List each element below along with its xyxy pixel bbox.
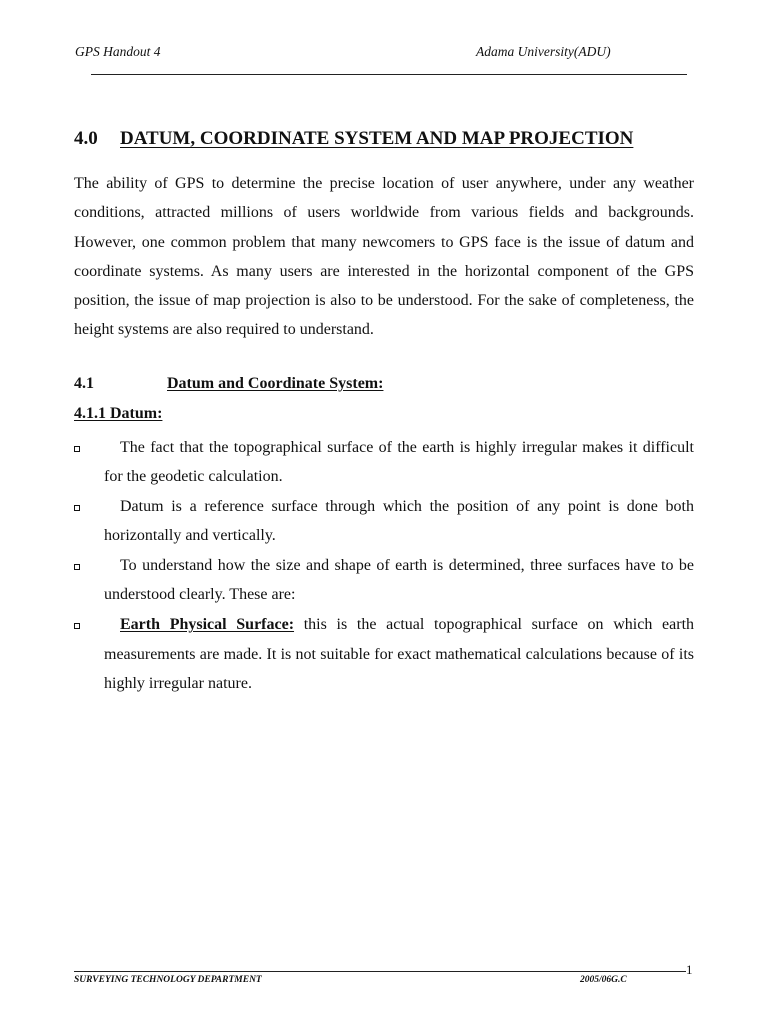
bullet-text: this is the actual topographical surface on which earth measurements are made. It is not suitable for exact mathematical calculations because of its highly irregular nature. bbox=[104, 616, 695, 692]
footer-right: 2005/06G.C bbox=[580, 975, 627, 985]
list-item bbox=[74, 433, 694, 492]
bullet-text: To understand how the size and shape of earth is determined, three surfaces have to be understood clearly. These are: bbox=[104, 557, 694, 604]
header-right: Adama University(ADU) bbox=[476, 44, 611, 59]
bullet-text: The fact that the topographical surface of the earth is highly irregular makes it difficult for the geodetic calculation. bbox=[104, 439, 694, 486]
page-number: 1 bbox=[686, 962, 693, 977]
footer-rule bbox=[74, 971, 686, 972]
intro-paragraph: The ability of GPS to determine the precise location of user anywhere, under any weather conditions, attracted millions of users worldwide from various fields and backgrounds. However, one common problem that many newcomers to GPS face is the issue of datum and coordinate systems. As many users are interested in the horizontal component of the GPS position, the issue of map projection is also to be understood. For the sake of completeness, the height systems are also required to understand. bbox=[74, 175, 694, 339]
subsection-heading bbox=[74, 375, 383, 393]
list-item bbox=[74, 551, 694, 610]
section-title: DATUM, COORDINATE SYSTEM AND MAP PROJECTION bbox=[120, 128, 634, 149]
square-bullet-icon bbox=[74, 446, 80, 452]
section-number: 4.0 bbox=[74, 128, 98, 149]
bullet-list bbox=[74, 433, 694, 699]
header-left: GPS Handout 4 bbox=[75, 44, 161, 59]
subsection-title: Datum and Coordinate System: bbox=[167, 375, 384, 392]
square-bullet-icon bbox=[74, 505, 80, 511]
square-bullet-icon bbox=[74, 623, 80, 629]
bullet-term: Earth Physical Surface: bbox=[120, 616, 295, 634]
subsection-number: 4.1 bbox=[74, 375, 94, 392]
square-bullet-icon bbox=[74, 564, 80, 570]
bullet-text: Datum is a reference surface through which the position of any point is done both horizontally and vertically. bbox=[104, 498, 694, 545]
list-item bbox=[74, 610, 694, 698]
subsubsection-heading: 4.1.1 Datum: bbox=[74, 405, 163, 422]
section-heading bbox=[74, 128, 633, 150]
list-item bbox=[74, 492, 694, 551]
footer-left: SURVEYING TECHNOLOGY DEPARTMENT bbox=[74, 975, 262, 985]
header-rule bbox=[91, 74, 687, 75]
